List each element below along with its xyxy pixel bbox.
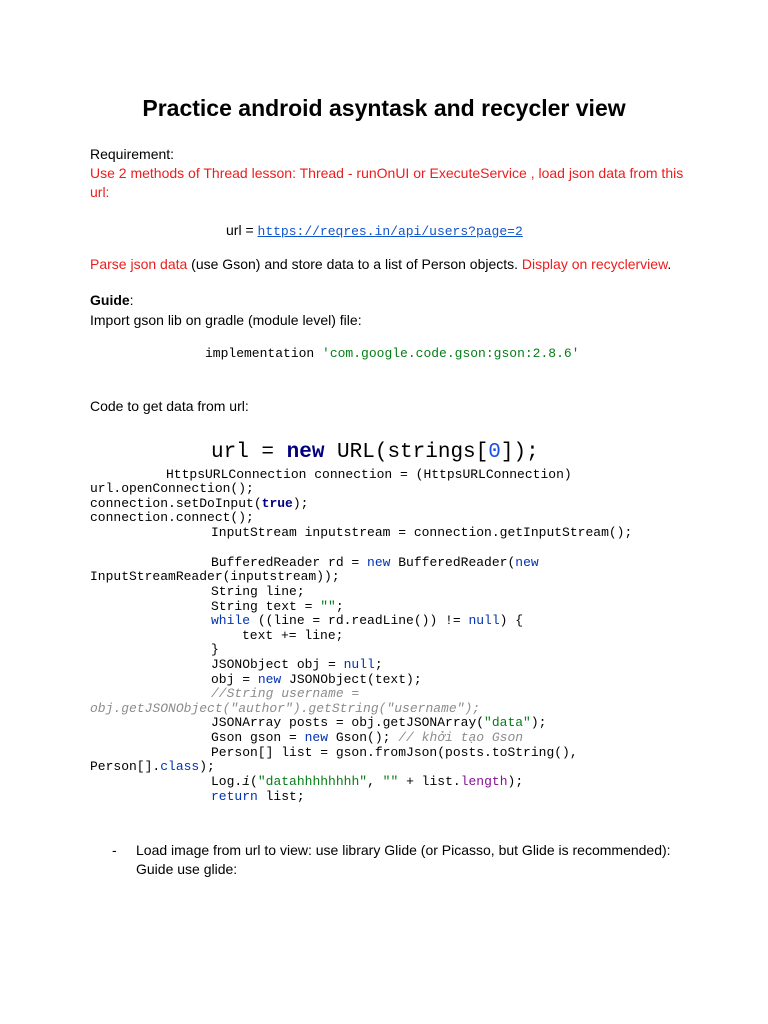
bullet-line-2: Guide use glide:: [136, 861, 238, 877]
code-string: "": [320, 599, 336, 614]
code-keyword: null: [468, 613, 500, 628]
code-token: + list.: [398, 774, 461, 789]
code-token: JSONObject(text);: [281, 672, 422, 687]
code-keyword: new: [304, 730, 329, 745]
code-token: obj =: [211, 672, 258, 687]
url-prefix: url =: [226, 222, 258, 238]
code-token: ,: [367, 774, 383, 789]
code-keyword: new: [367, 555, 391, 570]
code-line: [211, 790, 305, 805]
parse-line: [90, 255, 671, 274]
code-string: "datahhhhhhhh": [257, 774, 368, 789]
code-token: (: [250, 774, 258, 789]
code-keyword: new: [515, 555, 539, 570]
code-keyword: new: [286, 441, 325, 464]
code-comment: obj.getJSONObject("author").getString("username");: [90, 701, 481, 716]
code-token: );: [199, 759, 215, 774]
page-title: Practice android asyntask and recycler view: [142, 95, 626, 121]
bullet-marker: -: [112, 842, 117, 858]
requirement-line-1: Use 2 methods of Thread lesson: Thread - runOnUI or ExecuteService , load json data from this: [90, 165, 684, 181]
gradle-implementation-line: [205, 347, 579, 362]
code-line: }: [211, 642, 219, 657]
code-token: JSONObject obj =: [211, 657, 344, 672]
parse-red-2: Display on recyclerview: [521, 256, 668, 272]
code-field: length: [460, 774, 508, 789]
code-token: ;: [335, 599, 344, 614]
code-line: [211, 614, 523, 629]
code-token: Log.: [211, 774, 243, 789]
requirement-label: Requirement:: [90, 146, 175, 162]
code-comment: // khởi tạo Gson: [398, 730, 524, 745]
code-keyword: null: [343, 657, 375, 672]
code-line: HttpsURLConnection connection = (HttpsURLConnection): [166, 467, 572, 482]
code-token: String text =: [211, 599, 321, 614]
guide-label: Guide: [90, 292, 130, 308]
code-token: BufferedReader rd =: [211, 555, 368, 570]
code-line: String line;: [211, 584, 305, 599]
code-token: BufferedReader(: [390, 555, 516, 570]
implementation-keyword: implementation: [205, 346, 323, 361]
code-token: JSONArray posts = obj.getJSONArray(: [211, 715, 485, 730]
code-line: connection.connect();: [90, 510, 254, 525]
code-string: "": [382, 774, 399, 789]
code-line: [211, 658, 383, 673]
code-keyword: while: [211, 613, 251, 628]
code-line: InputStreamReader(inputstream));: [90, 569, 340, 584]
code-token: );: [530, 715, 547, 730]
code-token: Person[].: [90, 759, 161, 774]
code-token: Gson gson =: [211, 730, 305, 745]
code-token: connection.setDoInput(: [90, 496, 262, 511]
url-link[interactable]: https://reqres.in/api/users?page=2: [257, 224, 523, 239]
code-line: InputStream inputstream = connection.getInputStream();: [211, 525, 633, 540]
code-line: [211, 775, 523, 790]
parse-mid: (use Gson) and store data to a list of Person objects.: [187, 256, 522, 272]
code-line: Person[] list = gson.fromJson(posts.toString(),: [211, 745, 578, 760]
code-token: );: [292, 496, 309, 511]
code-line: text += line;: [242, 628, 344, 643]
code-keyword: class: [160, 759, 200, 774]
code-token: list;: [257, 789, 305, 804]
code-keyword: new: [257, 672, 282, 687]
code-number: 0: [488, 441, 501, 464]
import-text: Import gson lib on gradle (module level) file:: [90, 312, 362, 328]
code-token: ]);: [500, 441, 539, 464]
code-token: );: [507, 774, 524, 789]
parse-red-1: Parse json data: [90, 256, 188, 272]
bullet-line-1: Load image from url to view: use library Glide (or Picasso, but Glide is recommended):: [136, 842, 671, 858]
code-keyword: true: [261, 496, 293, 511]
code-line-url: [211, 441, 539, 464]
code-token: URL(strings[: [324, 441, 489, 464]
code-token: ((line = rd.readLine()) !=: [250, 613, 469, 628]
code-token: url =: [211, 441, 287, 464]
code-token: i: [242, 774, 251, 789]
code-line: url.openConnection();: [90, 481, 254, 496]
guide-colon: :: [129, 292, 134, 308]
parse-end: .: [667, 256, 672, 272]
code-keyword: return: [211, 789, 258, 804]
url-line: [226, 221, 523, 241]
guide-heading: [90, 291, 134, 310]
code-comment: //String username =: [211, 686, 360, 701]
requirement-line-2: url:: [90, 184, 110, 200]
code-line: [211, 731, 523, 746]
implementation-string: 'com.google.code.gson:gson:2.8.6': [322, 346, 580, 361]
code-token: ;: [374, 657, 383, 672]
code-string: "data": [484, 715, 531, 730]
code-token: Gson();: [328, 730, 399, 745]
code-line: [211, 716, 546, 731]
code-intro: Code to get data from url:: [90, 398, 249, 414]
code-line: [90, 760, 215, 775]
code-token: ) {: [499, 613, 524, 628]
